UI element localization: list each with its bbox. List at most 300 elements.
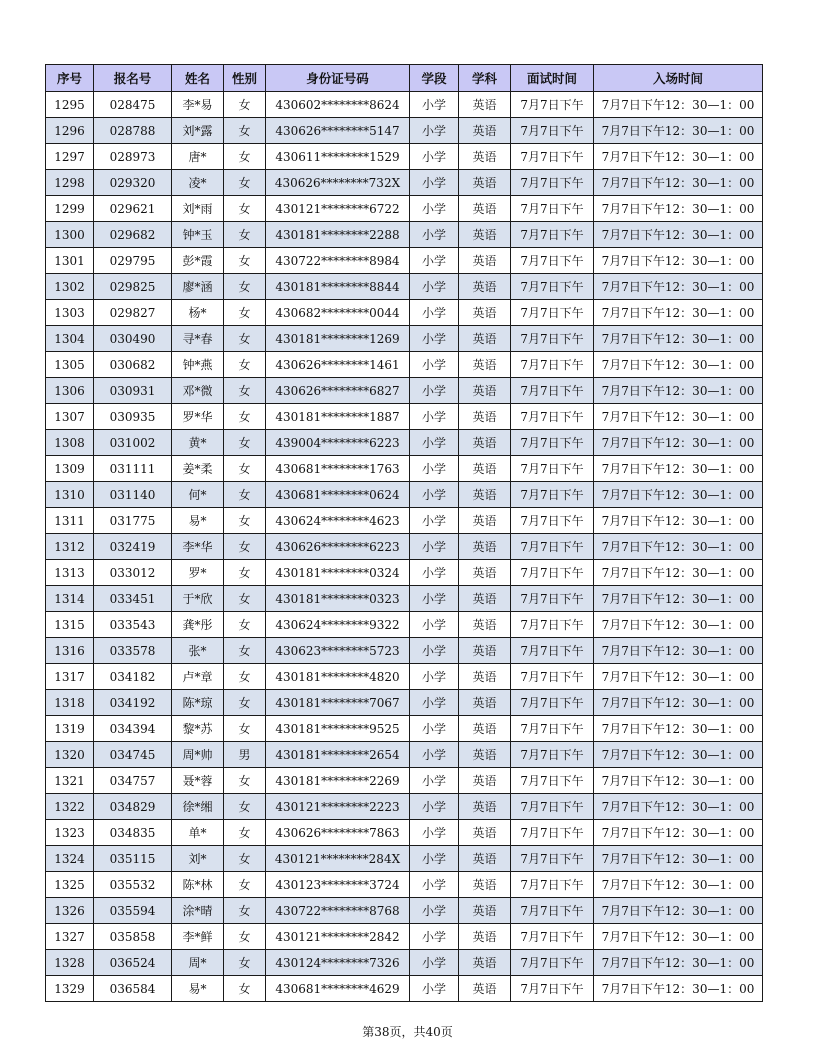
reg-no-cell: 033451 [94, 586, 172, 612]
subject-cell: 英语 [459, 976, 511, 1002]
id-number-cell: 430681********4629 [266, 976, 410, 1002]
stage-cell: 小学 [410, 664, 459, 690]
interview-time-cell: 7月7日下午 [511, 352, 594, 378]
table-row [46, 976, 763, 1002]
id-number-cell: 430626********6223 [266, 534, 410, 560]
index-cell: 1315 [46, 612, 94, 638]
name-cell: 罗* [172, 560, 224, 586]
gender-cell: 女 [224, 508, 266, 534]
entry-time-cell: 7月7日下午12：30—1：00 [594, 924, 763, 950]
gender-cell: 女 [224, 222, 266, 248]
entry-time-cell: 7月7日下午12：30—1：00 [594, 612, 763, 638]
gender-cell: 女 [224, 534, 266, 560]
table-row [46, 794, 763, 820]
subject-cell: 英语 [459, 690, 511, 716]
name-cell: 张* [172, 638, 224, 664]
entry-time-cell: 7月7日下午12：30—1：00 [594, 274, 763, 300]
interview-time-cell: 7月7日下午 [511, 92, 594, 118]
subject-cell: 英语 [459, 898, 511, 924]
subject-cell: 英语 [459, 170, 511, 196]
table-row [46, 820, 763, 846]
interview-time-cell: 7月7日下午 [511, 820, 594, 846]
subject-cell: 英语 [459, 404, 511, 430]
header-cell-id-number: 身份证号码 [266, 65, 410, 92]
id-number-cell: 439004********6223 [266, 430, 410, 456]
name-cell: 彭*霞 [172, 248, 224, 274]
name-cell: 钟*玉 [172, 222, 224, 248]
index-cell: 1306 [46, 378, 94, 404]
name-cell: 寻*春 [172, 326, 224, 352]
stage-cell: 小学 [410, 170, 459, 196]
interview-time-cell: 7月7日下午 [511, 768, 594, 794]
interview-time-cell: 7月7日下午 [511, 898, 594, 924]
gender-cell: 女 [224, 144, 266, 170]
stage-cell: 小学 [410, 378, 459, 404]
name-cell: 周* [172, 950, 224, 976]
name-cell: 陈*琼 [172, 690, 224, 716]
index-cell: 1321 [46, 768, 94, 794]
interview-time-cell: 7月7日下午 [511, 924, 594, 950]
interview-time-cell: 7月7日下午 [511, 794, 594, 820]
gender-cell: 女 [224, 768, 266, 794]
interview-time-cell: 7月7日下午 [511, 950, 594, 976]
reg-no-cell: 033578 [94, 638, 172, 664]
entry-time-cell: 7月7日下午12：30—1：00 [594, 846, 763, 872]
interview-time-cell: 7月7日下午 [511, 196, 594, 222]
name-cell: 易* [172, 508, 224, 534]
table-row [46, 534, 763, 560]
id-number-cell: 430124********7326 [266, 950, 410, 976]
stage-cell: 小学 [410, 976, 459, 1002]
subject-cell: 英语 [459, 534, 511, 560]
gender-cell: 女 [224, 664, 266, 690]
interview-time-cell: 7月7日下午 [511, 690, 594, 716]
index-cell: 1318 [46, 690, 94, 716]
subject-cell: 英语 [459, 716, 511, 742]
entry-time-cell: 7月7日下午12：30—1：00 [594, 248, 763, 274]
reg-no-cell: 035115 [94, 846, 172, 872]
index-cell: 1314 [46, 586, 94, 612]
header-cell-name: 姓名 [172, 65, 224, 92]
subject-cell: 英语 [459, 300, 511, 326]
index-cell: 1328 [46, 950, 94, 976]
reg-no-cell: 030682 [94, 352, 172, 378]
stage-cell: 小学 [410, 820, 459, 846]
table-row [46, 222, 763, 248]
index-cell: 1300 [46, 222, 94, 248]
reg-no-cell: 033012 [94, 560, 172, 586]
name-cell: 易* [172, 976, 224, 1002]
interview-time-cell: 7月7日下午 [511, 716, 594, 742]
entry-time-cell: 7月7日下午12：30—1：00 [594, 352, 763, 378]
stage-cell: 小学 [410, 456, 459, 482]
reg-no-cell: 031111 [94, 456, 172, 482]
table-row [46, 872, 763, 898]
stage-cell: 小学 [410, 846, 459, 872]
table-body [46, 92, 763, 1002]
header-cell-interview-time: 面试时间 [511, 65, 594, 92]
id-number-cell: 430181********1269 [266, 326, 410, 352]
table-row [46, 768, 763, 794]
reg-no-cell: 030490 [94, 326, 172, 352]
name-cell: 周*帅 [172, 742, 224, 768]
index-cell: 1326 [46, 898, 94, 924]
subject-cell: 英语 [459, 118, 511, 144]
reg-no-cell: 029320 [94, 170, 172, 196]
reg-no-cell: 034757 [94, 768, 172, 794]
gender-cell: 女 [224, 248, 266, 274]
table-row [46, 300, 763, 326]
gender-cell: 女 [224, 638, 266, 664]
reg-no-cell: 034192 [94, 690, 172, 716]
stage-cell: 小学 [410, 326, 459, 352]
entry-time-cell: 7月7日下午12：30—1：00 [594, 638, 763, 664]
entry-time-cell: 7月7日下午12：30—1：00 [594, 456, 763, 482]
id-number-cell: 430624********9322 [266, 612, 410, 638]
index-cell: 1296 [46, 118, 94, 144]
index-cell: 1299 [46, 196, 94, 222]
id-number-cell: 430681********1763 [266, 456, 410, 482]
id-number-cell: 430181********4820 [266, 664, 410, 690]
gender-cell: 女 [224, 716, 266, 742]
table-row [46, 404, 763, 430]
reg-no-cell: 028475 [94, 92, 172, 118]
name-cell: 李*华 [172, 534, 224, 560]
gender-cell: 女 [224, 404, 266, 430]
interview-time-cell: 7月7日下午 [511, 248, 594, 274]
index-cell: 1329 [46, 976, 94, 1002]
interview-time-cell: 7月7日下午 [511, 872, 594, 898]
entry-time-cell: 7月7日下午12：30—1：00 [594, 326, 763, 352]
table-row [46, 846, 763, 872]
reg-no-cell: 035858 [94, 924, 172, 950]
index-cell: 1316 [46, 638, 94, 664]
table-row [46, 274, 763, 300]
subject-cell: 英语 [459, 430, 511, 456]
name-cell: 廖*涵 [172, 274, 224, 300]
reg-no-cell: 029621 [94, 196, 172, 222]
table-row [46, 118, 763, 144]
id-number-cell: 430181********2288 [266, 222, 410, 248]
subject-cell: 英语 [459, 222, 511, 248]
candidate-table [45, 64, 763, 1002]
interview-time-cell: 7月7日下午 [511, 222, 594, 248]
reg-no-cell: 028788 [94, 118, 172, 144]
interview-time-cell: 7月7日下午 [511, 378, 594, 404]
table-row [46, 170, 763, 196]
subject-cell: 英语 [459, 872, 511, 898]
table-row [46, 638, 763, 664]
gender-cell: 女 [224, 430, 266, 456]
gender-cell: 女 [224, 690, 266, 716]
index-cell: 1305 [46, 352, 94, 378]
id-number-cell: 430181********7067 [266, 690, 410, 716]
gender-cell: 女 [224, 794, 266, 820]
table-row [46, 196, 763, 222]
header-cell-gender: 性别 [224, 65, 266, 92]
entry-time-cell: 7月7日下午12：30—1：00 [594, 794, 763, 820]
interview-time-cell: 7月7日下午 [511, 638, 594, 664]
interview-time-cell: 7月7日下午 [511, 742, 594, 768]
index-cell: 1303 [46, 300, 94, 326]
id-number-cell: 430626********1461 [266, 352, 410, 378]
index-cell: 1313 [46, 560, 94, 586]
reg-no-cell: 029795 [94, 248, 172, 274]
stage-cell: 小学 [410, 482, 459, 508]
entry-time-cell: 7月7日下午12：30—1：00 [594, 92, 763, 118]
interview-time-cell: 7月7日下午 [511, 482, 594, 508]
table-row [46, 690, 763, 716]
reg-no-cell: 031775 [94, 508, 172, 534]
entry-time-cell: 7月7日下午12：30—1：00 [594, 716, 763, 742]
name-cell: 单* [172, 820, 224, 846]
index-cell: 1325 [46, 872, 94, 898]
header-cell-stage: 学段 [410, 65, 459, 92]
subject-cell: 英语 [459, 456, 511, 482]
table-row [46, 924, 763, 950]
index-cell: 1317 [46, 664, 94, 690]
table-row [46, 144, 763, 170]
entry-time-cell: 7月7日下午12：30—1：00 [594, 144, 763, 170]
gender-cell: 女 [224, 378, 266, 404]
subject-cell: 英语 [459, 144, 511, 170]
interview-time-cell: 7月7日下午 [511, 612, 594, 638]
name-cell: 姜*柔 [172, 456, 224, 482]
subject-cell: 英语 [459, 248, 511, 274]
header-cell-entry-time: 入场时间 [594, 65, 763, 92]
id-number-cell: 430121********2223 [266, 794, 410, 820]
gender-cell: 女 [224, 950, 266, 976]
entry-time-cell: 7月7日下午12：30—1：00 [594, 508, 763, 534]
entry-time-cell: 7月7日下午12：30—1：00 [594, 482, 763, 508]
reg-no-cell: 031140 [94, 482, 172, 508]
reg-no-cell: 034394 [94, 716, 172, 742]
page-number-footer: 第38页，共40页 [362, 1025, 453, 1039]
subject-cell: 英语 [459, 924, 511, 950]
entry-time-cell: 7月7日下午12：30—1：00 [594, 170, 763, 196]
name-cell: 凌* [172, 170, 224, 196]
reg-no-cell: 036584 [94, 976, 172, 1002]
stage-cell: 小学 [410, 690, 459, 716]
id-number-cell: 430602********8624 [266, 92, 410, 118]
stage-cell: 小学 [410, 196, 459, 222]
stage-cell: 小学 [410, 144, 459, 170]
stage-cell: 小学 [410, 274, 459, 300]
interview-time-cell: 7月7日下午 [511, 534, 594, 560]
index-cell: 1320 [46, 742, 94, 768]
entry-time-cell: 7月7日下午12：30—1：00 [594, 560, 763, 586]
index-cell: 1297 [46, 144, 94, 170]
entry-time-cell: 7月7日下午12：30—1：00 [594, 742, 763, 768]
index-cell: 1324 [46, 846, 94, 872]
subject-cell: 英语 [459, 326, 511, 352]
gender-cell: 女 [224, 976, 266, 1002]
index-cell: 1307 [46, 404, 94, 430]
entry-time-cell: 7月7日下午12：30—1：00 [594, 378, 763, 404]
stage-cell: 小学 [410, 560, 459, 586]
id-number-cell: 430181********8844 [266, 274, 410, 300]
index-cell: 1312 [46, 534, 94, 560]
entry-time-cell: 7月7日下午12：30—1：00 [594, 430, 763, 456]
table-row [46, 352, 763, 378]
header-row [46, 65, 763, 92]
stage-cell: 小学 [410, 534, 459, 560]
interview-time-cell: 7月7日下午 [511, 326, 594, 352]
reg-no-cell: 034829 [94, 794, 172, 820]
stage-cell: 小学 [410, 586, 459, 612]
id-number-cell: 430626********7863 [266, 820, 410, 846]
table-row [46, 248, 763, 274]
gender-cell: 女 [224, 196, 266, 222]
stage-cell: 小学 [410, 768, 459, 794]
gender-cell: 女 [224, 274, 266, 300]
table-row [46, 482, 763, 508]
stage-cell: 小学 [410, 352, 459, 378]
gender-cell: 女 [224, 300, 266, 326]
reg-no-cell: 029682 [94, 222, 172, 248]
name-cell: 何* [172, 482, 224, 508]
index-cell: 1309 [46, 456, 94, 482]
stage-cell: 小学 [410, 612, 459, 638]
table-row [46, 742, 763, 768]
table-row [46, 664, 763, 690]
reg-no-cell: 035594 [94, 898, 172, 924]
name-cell: 于*欣 [172, 586, 224, 612]
name-cell: 罗*华 [172, 404, 224, 430]
subject-cell: 英语 [459, 950, 511, 976]
subject-cell: 英语 [459, 196, 511, 222]
table-row [46, 378, 763, 404]
interview-time-cell: 7月7日下午 [511, 976, 594, 1002]
entry-time-cell: 7月7日下午12：30—1：00 [594, 222, 763, 248]
entry-time-cell: 7月7日下午12：30—1：00 [594, 586, 763, 612]
table-row [46, 430, 763, 456]
subject-cell: 英语 [459, 586, 511, 612]
gender-cell: 女 [224, 898, 266, 924]
subject-cell: 英语 [459, 846, 511, 872]
index-cell: 1323 [46, 820, 94, 846]
gender-cell: 女 [224, 92, 266, 118]
header-cell-index: 序号 [46, 65, 94, 92]
interview-time-cell: 7月7日下午 [511, 586, 594, 612]
index-cell: 1310 [46, 482, 94, 508]
name-cell: 涂*晴 [172, 898, 224, 924]
gender-cell: 女 [224, 456, 266, 482]
header-cell-reg-no: 报名号 [94, 65, 172, 92]
table-row [46, 456, 763, 482]
id-number-cell: 430626********732X [266, 170, 410, 196]
stage-cell: 小学 [410, 508, 459, 534]
stage-cell: 小学 [410, 222, 459, 248]
table-row [46, 92, 763, 118]
reg-no-cell: 029825 [94, 274, 172, 300]
reg-no-cell: 036524 [94, 950, 172, 976]
entry-time-cell: 7月7日下午12：30—1：00 [594, 690, 763, 716]
interview-time-cell: 7月7日下午 [511, 846, 594, 872]
entry-time-cell: 7月7日下午12：30—1：00 [594, 118, 763, 144]
table-header [46, 65, 763, 92]
interview-time-cell: 7月7日下午 [511, 300, 594, 326]
interview-time-cell: 7月7日下午 [511, 664, 594, 690]
header-cell-subject: 学科 [459, 65, 511, 92]
id-number-cell: 430181********0323 [266, 586, 410, 612]
gender-cell: 女 [224, 560, 266, 586]
id-number-cell: 430121********2842 [266, 924, 410, 950]
id-number-cell: 430181********1887 [266, 404, 410, 430]
id-number-cell: 430682********0044 [266, 300, 410, 326]
gender-cell: 女 [224, 586, 266, 612]
stage-cell: 小学 [410, 898, 459, 924]
subject-cell: 英语 [459, 794, 511, 820]
id-number-cell: 430181********9525 [266, 716, 410, 742]
interview-time-cell: 7月7日下午 [511, 274, 594, 300]
stage-cell: 小学 [410, 950, 459, 976]
interview-time-cell: 7月7日下午 [511, 118, 594, 144]
name-cell: 李*鲜 [172, 924, 224, 950]
id-number-cell: 430123********3724 [266, 872, 410, 898]
name-cell: 黄* [172, 430, 224, 456]
subject-cell: 英语 [459, 560, 511, 586]
name-cell: 刘* [172, 846, 224, 872]
table-row [46, 586, 763, 612]
index-cell: 1304 [46, 326, 94, 352]
interview-time-cell: 7月7日下午 [511, 404, 594, 430]
stage-cell: 小学 [410, 638, 459, 664]
stage-cell: 小学 [410, 716, 459, 742]
subject-cell: 英语 [459, 742, 511, 768]
reg-no-cell: 028973 [94, 144, 172, 170]
id-number-cell: 430611********1529 [266, 144, 410, 170]
subject-cell: 英语 [459, 482, 511, 508]
gender-cell: 女 [224, 326, 266, 352]
stage-cell: 小学 [410, 300, 459, 326]
table-row [46, 326, 763, 352]
stage-cell: 小学 [410, 742, 459, 768]
table-row [46, 560, 763, 586]
index-cell: 1311 [46, 508, 94, 534]
stage-cell: 小学 [410, 872, 459, 898]
name-cell: 刘*雨 [172, 196, 224, 222]
interview-time-cell: 7月7日下午 [511, 430, 594, 456]
gender-cell: 女 [224, 612, 266, 638]
subject-cell: 英语 [459, 664, 511, 690]
id-number-cell: 430121********284X [266, 846, 410, 872]
table-row [46, 508, 763, 534]
entry-time-cell: 7月7日下午12：30—1：00 [594, 664, 763, 690]
table-row [46, 898, 763, 924]
name-cell: 黎*苏 [172, 716, 224, 742]
entry-time-cell: 7月7日下午12：30—1：00 [594, 300, 763, 326]
name-cell: 邓*微 [172, 378, 224, 404]
gender-cell: 女 [224, 820, 266, 846]
index-cell: 1298 [46, 170, 94, 196]
index-cell: 1295 [46, 92, 94, 118]
entry-time-cell: 7月7日下午12：30—1：00 [594, 950, 763, 976]
id-number-cell: 430722********8768 [266, 898, 410, 924]
subject-cell: 英语 [459, 274, 511, 300]
entry-time-cell: 7月7日下午12：30—1：00 [594, 872, 763, 898]
name-cell: 杨* [172, 300, 224, 326]
index-cell: 1301 [46, 248, 94, 274]
reg-no-cell: 033543 [94, 612, 172, 638]
stage-cell: 小学 [410, 118, 459, 144]
index-cell: 1319 [46, 716, 94, 742]
id-number-cell: 430722********8984 [266, 248, 410, 274]
name-cell: 李*易 [172, 92, 224, 118]
index-cell: 1308 [46, 430, 94, 456]
stage-cell: 小学 [410, 248, 459, 274]
gender-cell: 女 [224, 170, 266, 196]
